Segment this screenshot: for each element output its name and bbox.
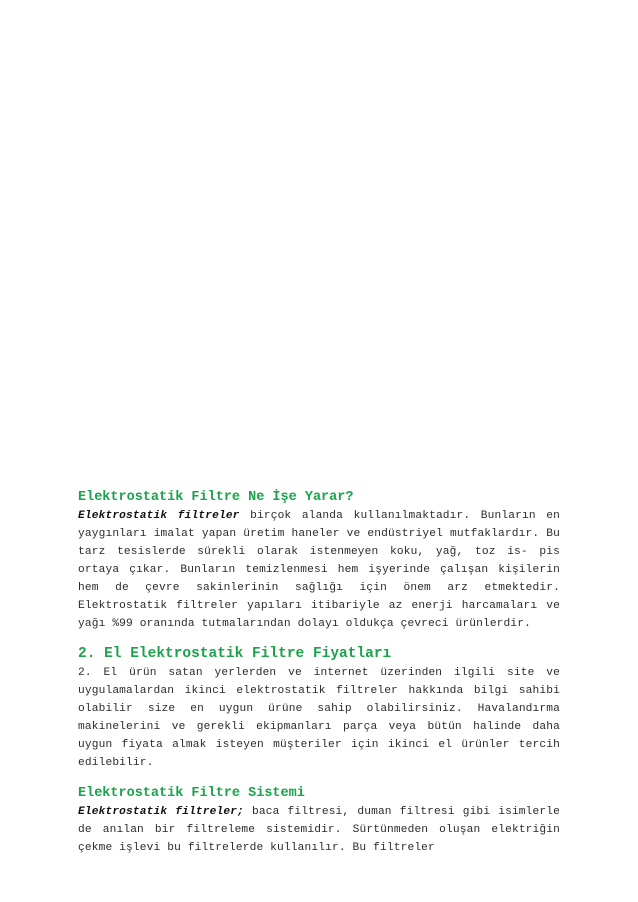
section-heading-prices: 2. El Elektrostatik Filtre Fiyatları [78, 646, 392, 662]
paragraph-text-usage: birçok alanda kullanılmaktadır. Bunların en yaygınları imalat yapan üretim haneler ve endüstriyel mutfaklardır. Bu tarz tesislerde sürekli olarak istenmeyen koku, yağ, toz is- pis ortaya çıkar. Bunların temizlenmesi hem işyerinde çalışan kişilerin hem de çevre sakinlerinin sağlığı için önem arz etmektedir. Elektrostatik filtreler yapıları itibariyle az enerji harcamaları ve yağı %99 oranında tutmalarından dolayı oldukça çevreci ürünlerdir. [78, 510, 560, 630]
article-body [78, 488, 560, 857]
paragraph-text-system: baca filtresi, duman filtresi gibi isimlerle de anılan bir filtreleme sistemidir. Sürtünmeden oluşan elektriğin çekme işlevi bu filtrelerde kullanılır. Bu filtreler [78, 806, 560, 854]
section-paragraph-usage [78, 507, 560, 633]
paragraph-lead-usage: Elektrostatik filtreler [78, 510, 240, 522]
section-paragraph-prices: 2. El ürün satan yerlerden ve internet üzerinden ilgili site ve uygulamalardan ikinci elektrostatik filtreler hakkında bilgi sahibi olabilir size en uygun ürüne sahip olabilirsiniz. Havalandırma makinelerini ve gerekli ekipmanları parça veya bütün halinde daha uygun fiyata almak isteyen müşteriler için ikinci el ürünler tercih edilebilir. [78, 667, 560, 769]
paragraph-lead-system: Elektrostatik filtreler; [78, 806, 244, 818]
section-paragraph-system [78, 803, 560, 857]
section-heading-usage: Elektrostatik Filtre Ne İşe Yarar? [78, 490, 354, 505]
section-heading-system: Elektrostatik Filtre Sistemi [78, 786, 305, 801]
